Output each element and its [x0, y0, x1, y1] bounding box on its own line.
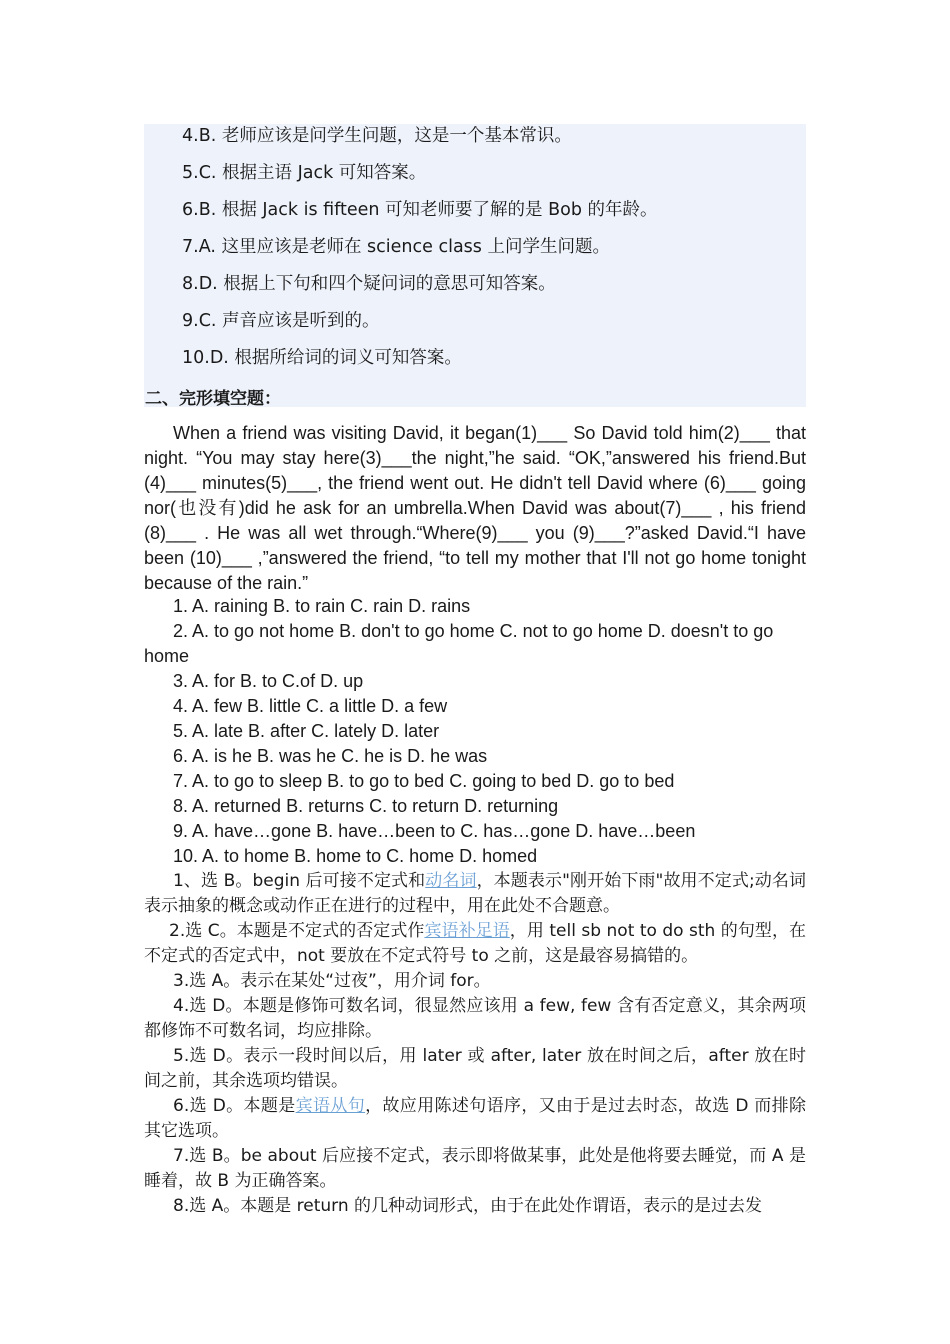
explanation-1-text-b: ，本题表示"刚开始下雨"故用不定式;动名词表示抽象的概念或动作正在进行的过程中，用在此处不合题意。: [144, 871, 806, 916]
cloze-passage: When a friend was visiting David, it began(1)___ So David told him(2)___ that night. “You may stay here(3)___the night,”he said. “OK,”answered his friend.But (4)___ minutes(5)___, the friend went out. He didn't tell David where (6)___ going nor(也没有)did he ask for an umbrella.When David was about(7)___ , his friend (8)___ . He was all wet through.“Where(9)___ you (9)___?”asked David.“I have been (10)___ ,”answered the friend, “to tell my mother that I'll not go home tonight because of the rain.”: [144, 423, 806, 593]
explanation-6-text-a: 6.选 D。本题是: [173, 1096, 296, 1116]
option-9: 9. A. have…gone B. have…been to C. has…gone D. have…been: [173, 821, 696, 841]
link-object-clause[interactable]: 宾语从句: [295, 1096, 366, 1116]
option-5: 5. A. late B. after C. lately D. later: [173, 721, 440, 741]
explanation-1: [144, 869, 806, 919]
explanation-5: 5.选 D。表示一段时间以后，用 later 或 after, later 放在时间之后，after 放在时间之前，其余选项均错误。: [144, 1046, 806, 1091]
option-3: 3. A. for B. to C.of D. up: [173, 671, 364, 691]
explanation-6-text-b: ，故应用陈述句语序，又由于是过去时态，故选 D 而排除其它选项。: [144, 1096, 806, 1141]
explanation-8: 8.选 A。本题是 return 的几种动词形式，由于在此处作谓语，表示的是过去发: [173, 1196, 763, 1216]
option-10: 10. A. to home B. home to C. home D. homed: [173, 846, 538, 866]
answer-10: 10.D. 根据所给词的词义可知答案。: [182, 348, 462, 368]
explanation-6: [144, 1094, 806, 1144]
answer-8: 8.D. 根据上下句和四个疑问词的意思可知答案。: [182, 274, 556, 294]
explanation-1-text-a: 1、选 B。begin 后可接不定式和: [173, 871, 426, 891]
answer-7: 7.A. 这里应该是老师在 science class 上问学生问题。: [182, 237, 610, 257]
explanation-2: [144, 919, 806, 969]
explanation-2-text-a: 2.选 C。本题是不定式的否定式作: [169, 921, 425, 941]
answer-9: 9.C. 声音应该是听到的。: [182, 311, 380, 331]
option-8: 8. A. returned B. returns C. to return D. returning: [173, 796, 559, 816]
explanation-4: 4.选 D。本题是修饰可数名词，很显然应该用 a few, few 含有否定意义，其余两项都修饰不可数名词，均应排除。: [144, 996, 806, 1041]
option-2: 2. A. to go not home B. don't to go home C. not to go home D. doesn't to go home: [144, 621, 774, 666]
explanation-7: 7.选 B。be about 后应接不定式，表示即将做某事，此处是他将要去睡觉，而 A 是睡着，故 B 为正确答案。: [144, 1146, 806, 1191]
option-7: 7. A. to go to sleep B. to go to bed C. going to bed D. go to bed: [173, 771, 675, 791]
link-object-complement[interactable]: 宾语补足语: [424, 921, 510, 941]
answer-4: 4.B. 老师应该是问学生问题，这是一个基本常识。: [182, 126, 572, 146]
link-gerund[interactable]: 动名词: [425, 871, 477, 891]
option-4: 4. A. few B. little C. a little D. a few: [173, 696, 448, 716]
option-6: 6. A. is he B. was he C. he is D. he was: [173, 746, 488, 766]
explanation-2-text-b: ，用 tell sb not to do sth 的句型，在不定式的否定式中，not 要放在不定式符号 to 之前，这是最容易搞错的。: [144, 921, 807, 966]
section-heading: 二、完形填空题：: [145, 389, 281, 409]
option-1: 1. A. raining B. to rain C. rain D. rains: [173, 596, 471, 616]
explanation-3: 3.选 A。表示在某处“过夜”，用介词 for。: [173, 971, 491, 991]
answer-6: 6.B. 根据 Jack is fifteen 可知老师要了解的是 Bob 的年龄。: [182, 200, 658, 220]
answer-5: 5.C. 根据主语 Jack 可知答案。: [182, 163, 427, 183]
